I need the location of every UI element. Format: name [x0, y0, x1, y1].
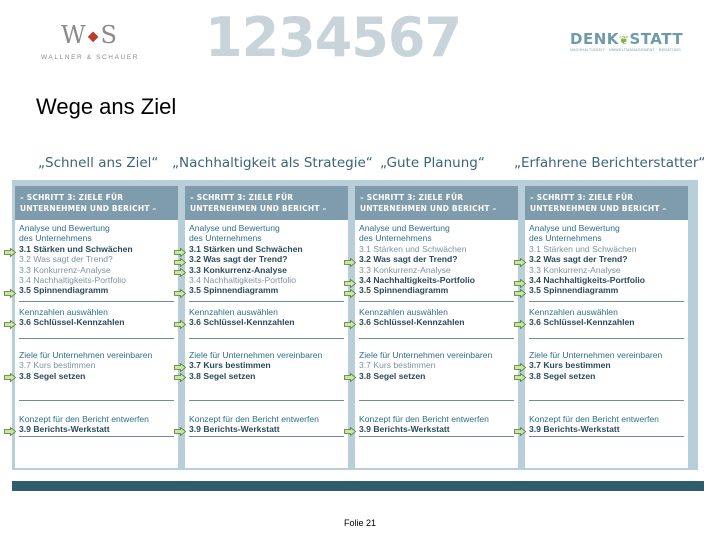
logo-subtitle: WALLNER & SCHAUER [40, 53, 140, 61]
strategy-heading: „Schnell ans Ziel“ [38, 155, 159, 171]
step-arrow-icon [174, 373, 186, 382]
step-group [19, 414, 174, 435]
group-title: des Unternehmens [189, 233, 262, 244]
column-header [15, 186, 178, 220]
step-arrow-icon [4, 289, 16, 298]
step-group [529, 414, 684, 435]
group-divider [19, 301, 174, 302]
group-divider [529, 338, 684, 339]
logo-tagline: NACHHALTIGKEIT · UMWELTMANAGEMENT · BERATUNG [570, 48, 682, 52]
step-arrow-icon [344, 279, 356, 288]
column-header-line: UNTERNEHMEN UND BERICHT – [20, 204, 157, 213]
step-item: 3.5 Spinnendiagramm [189, 285, 279, 296]
strategy-column [355, 186, 518, 468]
step-arrow-icon [514, 427, 526, 436]
group-divider [189, 436, 344, 437]
step-item: 3.1 Stärken und Schwächen [189, 243, 303, 254]
group-divider [189, 338, 344, 339]
step-item: 3.3 Konkurrenz-Analyse [359, 264, 451, 275]
step-item: 3.2 Was sagt der Trend? [529, 254, 628, 265]
slide-number: Folie 21 [343, 518, 377, 528]
group-title: Analyse und Bewertung [529, 223, 620, 233]
step-arrow-icon [4, 427, 16, 436]
step-item: 3.1 Stärken und Schwächen [359, 243, 467, 254]
step-item: 3.6 Schlüssel-Kennzahlen [359, 317, 465, 328]
group-divider [19, 436, 174, 437]
column-header-line: UNTERNEHMEN UND BERICHT – [190, 204, 327, 213]
step-item: 3.7 Kurs bestimmen [189, 360, 271, 371]
column-header [355, 186, 518, 220]
page-title: Wege ans Ziel [36, 94, 177, 119]
step-item: 3.9 Berichts-Werkstatt [529, 424, 620, 435]
denkstatt-logo [570, 30, 682, 52]
group-divider [19, 338, 174, 339]
group-title: des Unternehmens [359, 233, 432, 244]
step-item: 3.7 Kurs bestimmen [19, 360, 96, 371]
column-header-line: – SCHRITT 3: ZIELE FÜR [530, 193, 634, 202]
step-arrow-icon [174, 320, 186, 329]
step-item: 3.4 Nachhaltigkeits-Portfolio [359, 275, 476, 286]
header-number: 1234567 [205, 6, 462, 69]
group-title: Konzept für den Bericht entwerfen [189, 414, 319, 424]
strategy-column [15, 186, 178, 468]
logo-letter-w: W [61, 21, 88, 49]
step-item: 3.9 Berichts-Werkstatt [189, 424, 280, 435]
step-group [359, 307, 514, 328]
strategy-column [185, 186, 348, 468]
column-header-line: – SCHRITT 3: ZIELE FÜR [190, 193, 294, 202]
step-item: 3.9 Berichts-Werkstatt [359, 424, 450, 435]
step-item: 3.3 Konkurrenz-Analyse [529, 264, 621, 275]
step-item: 3.6 Schlüssel-Kennzahlen [529, 317, 635, 328]
step-item: 3.6 Schlüssel-Kennzahlen [19, 317, 125, 328]
step-arrow-icon [174, 427, 186, 436]
step-item: 3.2 Was sagt der Trend? [189, 254, 288, 265]
group-divider [529, 400, 684, 401]
step-group [189, 223, 344, 296]
step-arrow-icon [344, 373, 356, 382]
group-divider [359, 436, 514, 437]
step-item: 3.8 Segel setzen [189, 370, 256, 381]
group-divider [529, 436, 684, 437]
step-item: 3.2 Was sagt der Trend? [19, 254, 113, 265]
column-header [185, 186, 348, 220]
step-item: 3.3 Konkurrenz-Analyse [189, 264, 287, 275]
group-title: Kennzahlen auswählen [19, 307, 108, 317]
group-divider [359, 400, 514, 401]
group-divider [189, 301, 344, 302]
group-divider [359, 301, 514, 302]
step-item: 3.4 Nachhaltigkeits-Portfolio [529, 275, 646, 286]
group-title: Kennzahlen auswählen [529, 307, 618, 317]
step-arrow-icon [174, 268, 186, 277]
step-arrow-icon [4, 248, 16, 257]
step-item: 3.4 Nachhaltigkeits-Portfolio [19, 275, 126, 286]
column-header-line: UNTERNEHMEN UND BERICHT – [530, 204, 667, 213]
group-title: Ziele für Unternehmen vereinbaren [359, 350, 493, 360]
column-header-line: – SCHRITT 3: ZIELE FÜR [20, 193, 124, 202]
step-group [529, 350, 684, 381]
step-arrow-icon [514, 258, 526, 267]
step-group [189, 414, 344, 435]
step-group [19, 223, 174, 296]
step-group [529, 223, 684, 296]
step-group [359, 414, 514, 435]
group-title: Konzept für den Bericht entwerfen [19, 414, 149, 424]
bottom-bar [12, 481, 704, 491]
step-item: 3.3 Konkurrenz-Analyse [19, 264, 111, 275]
step-arrow-icon [514, 363, 526, 372]
step-arrow-icon [344, 258, 356, 267]
logo-name-b: STATT [629, 30, 684, 48]
step-group [359, 223, 514, 296]
logo-letter-s: S [100, 21, 119, 49]
step-arrow-icon [174, 363, 186, 372]
leaf-icon: ❦ [618, 33, 630, 47]
step-item: 3.9 Berichts-Werkstatt [19, 424, 110, 435]
strategy-heading: „Nachhaltigkeit als Strategie“ [172, 155, 373, 171]
step-group [189, 350, 344, 381]
group-title: Kennzahlen auswählen [189, 307, 278, 317]
group-title: Analyse und Bewertung [359, 223, 450, 233]
column-header-line: UNTERNEHMEN UND BERICHT – [360, 204, 497, 213]
column-header-line: – SCHRITT 3: ZIELE FÜR [360, 193, 464, 202]
step-group [359, 350, 514, 381]
step-arrow-icon [4, 320, 16, 329]
group-divider [19, 400, 174, 401]
step-item: 3.5 Spinnendiagramm [529, 285, 619, 296]
step-arrow-icon [514, 320, 526, 329]
group-title: des Unternehmens [19, 233, 92, 244]
step-group [529, 307, 684, 328]
step-item: 3.4 Nachhaltigkeits-Portfolio [189, 275, 296, 286]
step-arrow-icon [514, 279, 526, 288]
step-arrow-icon [174, 258, 186, 267]
group-divider [359, 338, 514, 339]
group-title: Analyse und Bewertung [189, 223, 280, 233]
step-item: 3.2 Was sagt der Trend? [359, 254, 458, 265]
step-item: 3.7 Kurs bestimmen [359, 360, 436, 371]
group-title: Ziele für Unternehmen vereinbaren [19, 350, 153, 360]
strategy-heading: „Gute Planung“ [380, 155, 485, 171]
logo-name-a: DENK [570, 30, 619, 48]
step-arrow-icon [344, 289, 356, 298]
strategy-heading: „Erfahrene Berichterstatter“ [514, 155, 706, 171]
wallner-schauer-logo [40, 22, 140, 62]
logo-diamond-icon: ◆ [87, 28, 101, 45]
group-title: Konzept für den Bericht entwerfen [359, 414, 489, 424]
step-arrow-icon [514, 289, 526, 298]
step-arrow-icon [174, 289, 186, 298]
step-item: 3.7 Kurs bestimmen [529, 360, 611, 371]
step-group [189, 307, 344, 328]
group-divider [189, 400, 344, 401]
step-arrow-icon [174, 248, 186, 257]
step-item: 3.1 Stärken und Schwächen [529, 243, 637, 254]
group-divider [529, 301, 684, 302]
column-header [525, 186, 688, 220]
strategy-column [525, 186, 688, 468]
step-item: 3.5 Spinnendiagramm [19, 285, 109, 296]
group-title: Ziele für Unternehmen vereinbaren [529, 350, 663, 360]
step-item: 3.8 Segel setzen [19, 370, 86, 381]
group-title: Ziele für Unternehmen vereinbaren [189, 350, 323, 360]
step-arrow-icon [4, 373, 16, 382]
group-title: Kennzahlen auswählen [359, 307, 448, 317]
step-item: 3.1 Stärken und Schwächen [19, 243, 133, 254]
group-title: Analyse und Bewertung [19, 223, 110, 233]
step-group [19, 307, 174, 328]
step-item: 3.6 Schlüssel-Kennzahlen [189, 317, 295, 328]
group-title: des Unternehmens [529, 233, 602, 244]
step-arrow-icon [344, 320, 356, 329]
step-arrow-icon [344, 427, 356, 436]
step-group [19, 350, 174, 381]
step-item: 3.8 Segel setzen [359, 370, 426, 381]
group-title: Konzept für den Bericht entwerfen [529, 414, 659, 424]
step-item: 3.8 Segel setzen [529, 370, 596, 381]
step-item: 3.5 Spinnendiagramm [359, 285, 449, 296]
step-arrow-icon [514, 373, 526, 382]
